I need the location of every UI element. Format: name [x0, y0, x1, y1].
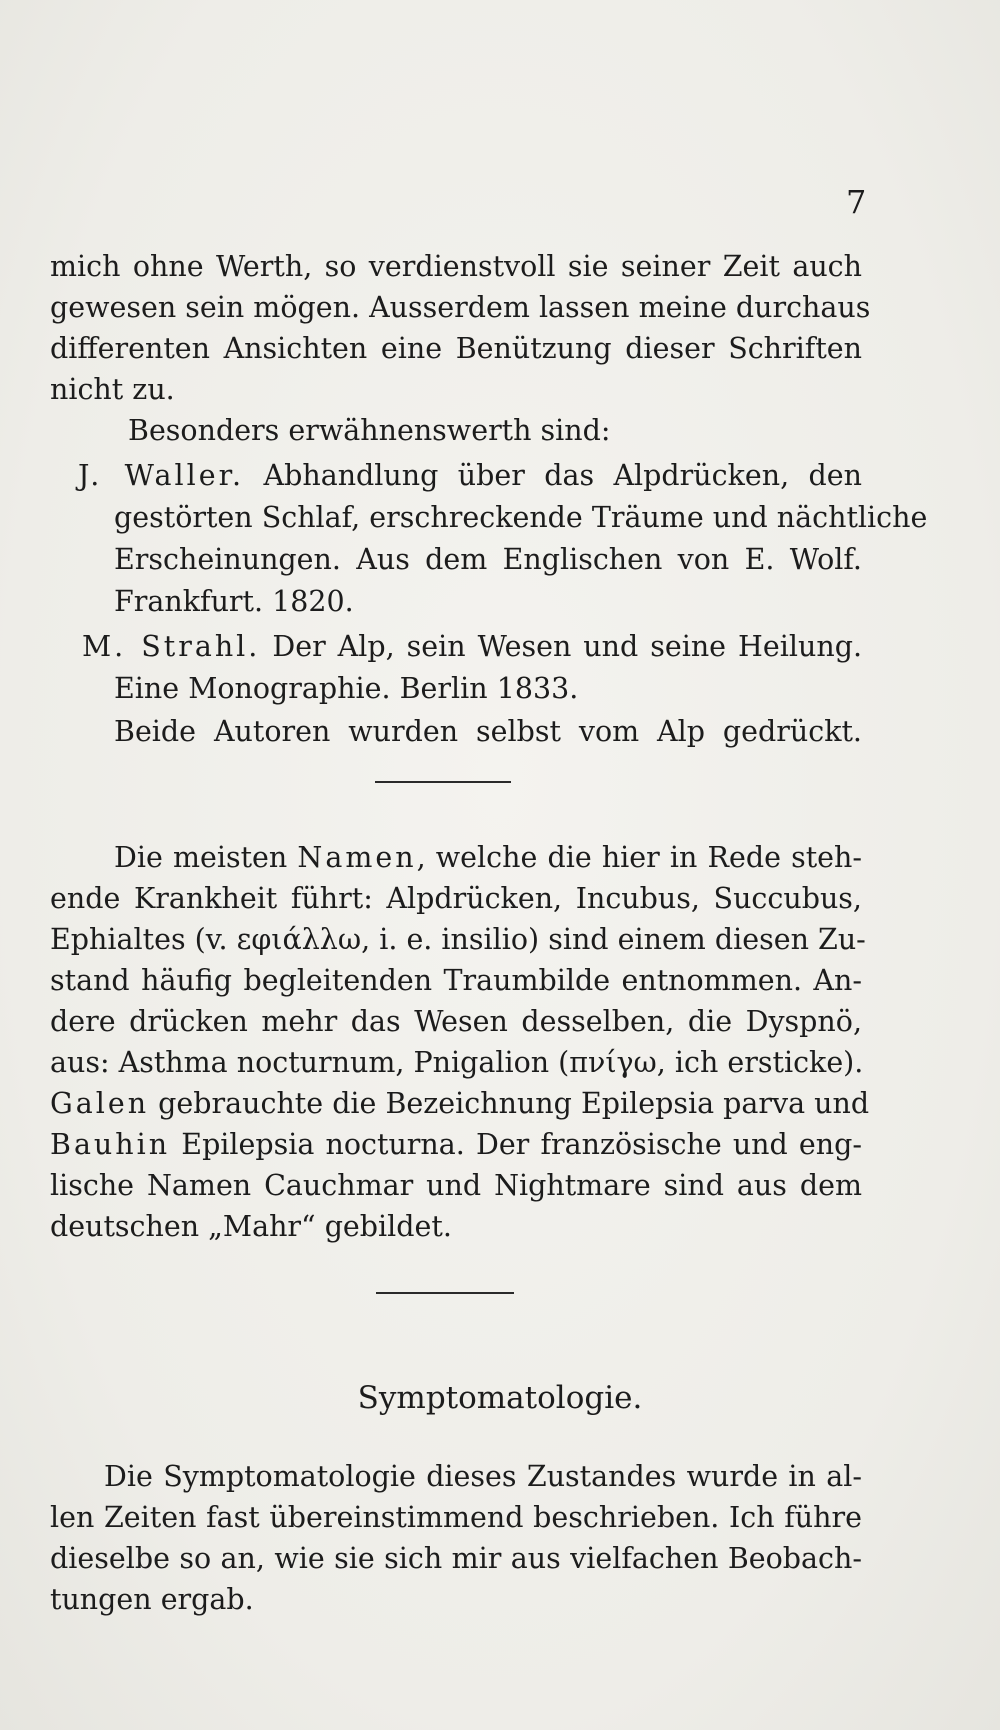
- section-divider: [375, 781, 511, 783]
- page-number: 7: [846, 183, 867, 221]
- text-span: Die meisten: [114, 841, 288, 874]
- text-line: [50, 1124, 862, 1165]
- text-line: len Zeiten fast übereinstimmend beschrieben. Ich führe: [50, 1501, 862, 1534]
- reference-waller: [78, 455, 862, 496]
- reference-author: M. Strahl.: [82, 630, 261, 663]
- text-line: tungen ergab.: [50, 1583, 254, 1616]
- text-line: Die Symptomatologie dieses Zustandes wurde in al-: [104, 1460, 862, 1493]
- text-line: ende Krankheit führt: Alpdrücken, Incubus, Succubus,: [50, 882, 862, 915]
- spaced-word: Galen: [50, 1087, 150, 1120]
- reference-line: Frankfurt. 1820.: [114, 585, 354, 618]
- text-span: Epilepsia nocturna. Der französische und eng-: [170, 1128, 862, 1161]
- text-span: gebrauchte die Bezeichnung Epilepsia parva und: [149, 1087, 870, 1120]
- reference-text: Abhandlung über das Alpdrücken, den: [263, 459, 862, 492]
- reference-line: gestörten Schlaf, erschreckende Träume und nächtliche: [114, 501, 928, 534]
- reference-line: Erscheinungen. Aus dem Englischen von E. Wolf.: [114, 543, 862, 576]
- reference-line: Eine Monographie. Berlin 1833.: [114, 672, 579, 705]
- text-line: differenten Ansichten eine Benützung dieser Schriften: [50, 332, 862, 365]
- reference-strahl: [82, 626, 862, 667]
- text-line: gewesen sein mögen. Ausserdem lassen meine durchaus: [50, 291, 871, 324]
- text-line: nicht zu.: [50, 373, 175, 406]
- spaced-word: Bauhin: [50, 1128, 171, 1161]
- text-line: stand häufig begleitenden Traumbilde entnommen. An-: [50, 964, 862, 997]
- text-line: [50, 1083, 870, 1124]
- text-line: lische Namen Cauchmar und Nightmare sind aus dem: [50, 1169, 862, 1202]
- section-heading: Symptomatologie.: [357, 1380, 643, 1416]
- text-line: deutschen „Mahr“ gebildet.: [50, 1210, 452, 1243]
- text-line: Beide Autoren wurden selbst vom Alp gedrückt.: [114, 715, 862, 748]
- text-line: aus: Asthma nocturnum, Pnigalion (πνίγω, ich ersticke).: [50, 1046, 864, 1079]
- text-line: mich ohne Werth, so verdienstvoll sie seiner Zeit auch: [50, 250, 862, 283]
- text-span: , welche die hier in Rede steh-: [416, 841, 862, 874]
- text-line: Besonders erwähnenswerth sind:: [128, 414, 611, 447]
- reference-text: Der Alp, sein Wesen und seine Heilung.: [272, 630, 863, 663]
- text-line: Ephialtes (v. εφιάλλω, i. e. insilio) sind einem diesen Zu-: [50, 923, 866, 956]
- text-line: [114, 837, 862, 878]
- spaced-word: Namen: [297, 841, 417, 874]
- reference-author: J. Waller.: [78, 459, 245, 492]
- text-line: dieselbe so an, wie sie sich mir aus vielfachen Beobach-: [50, 1542, 862, 1575]
- text-line: dere drücken mehr das Wesen desselben, die Dyspnö,: [50, 1005, 862, 1038]
- section-divider: [376, 1292, 514, 1294]
